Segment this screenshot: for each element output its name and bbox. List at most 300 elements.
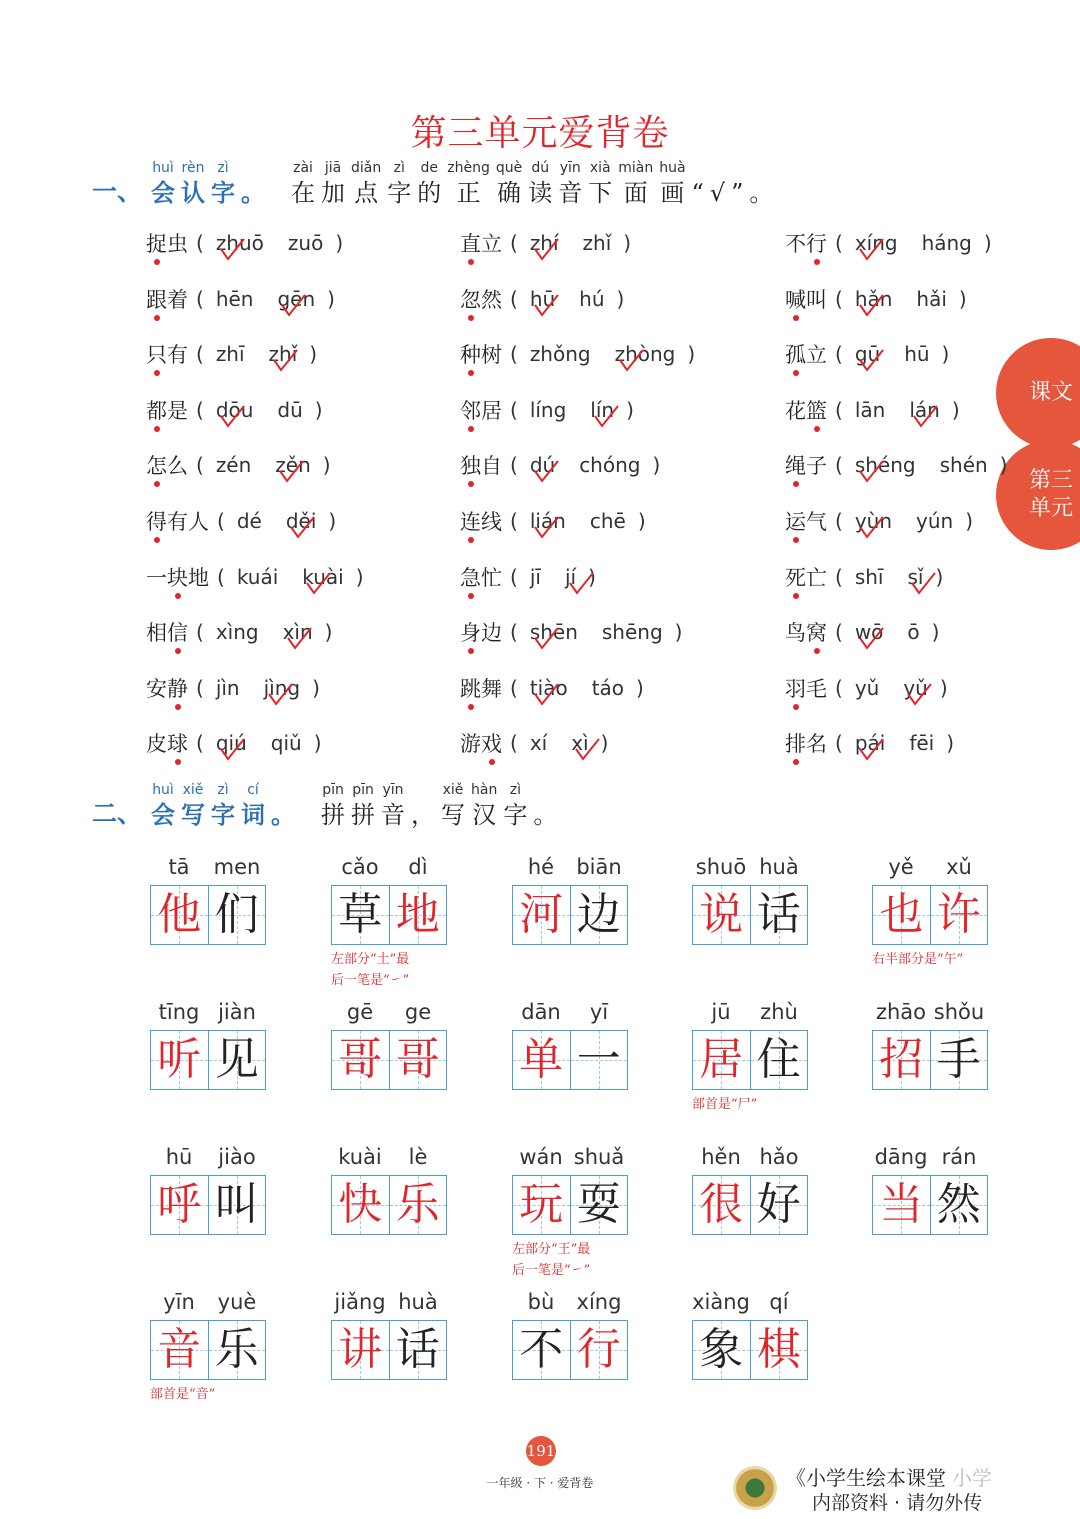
pinyin-option[interactable]: hū [530,287,555,311]
ruby-char [271,782,295,832]
reading-item [146,228,343,258]
ruby-char [447,160,490,210]
pinyin-option[interactable]: hǎn [855,287,893,311]
reading-word: 跳舞 [460,673,502,703]
hanzi: 叫 [214,1179,259,1230]
pinyin-option[interactable]: zhī [215,342,245,367]
publisher-logo [733,1466,777,1510]
grid-square[interactable] [693,1176,750,1234]
pinyin [251,160,255,176]
ruby-char [533,782,557,832]
reading-word: 连线 [460,506,502,536]
pinyin-syllable: zhù [760,1000,798,1024]
pinyin-option[interactable]: gū [855,342,880,366]
hanzi: 们 [214,889,259,940]
hanzi: 哥 [338,1034,383,1085]
reading-item [460,562,596,592]
hanzi: 字 [211,800,236,829]
writing-note: 左部分“王”最 后一笔是“㇀” [512,1242,591,1278]
hanzi: 字 [387,179,412,207]
pinyin-syllable: zhāo [875,1000,927,1024]
pinyin-syllable: yě [888,855,914,879]
emphasis-dot [793,481,799,487]
grid-square[interactable] [151,1321,208,1379]
pinyin-options: ( jī jí ) [510,565,596,589]
checkmark-icon [617,348,645,374]
word-cell [692,1000,808,1115]
reading-word: 种树 [460,339,502,369]
hanzi: 说 [699,889,744,940]
pinyin-option[interactable]: xìng [215,620,259,645]
hanzi: 象 [699,1324,744,1375]
grid-square[interactable] [513,1176,570,1234]
reading-word: 急忙 [460,562,502,592]
pinyin-option[interactable]: xìn [283,620,313,644]
writing-grid[interactable] [150,1175,266,1235]
ruby-char [659,160,685,210]
pinyin-syllable: jiǎng [334,1290,386,1314]
grid-square[interactable] [570,1176,628,1234]
grid-square[interactable] [873,1176,930,1234]
ruby-char [731,160,743,210]
ruby-char [151,782,175,832]
hanzi: 。 [749,179,774,207]
pinyin-options: ( zhí zhǐ ) [510,231,631,255]
reading-item [460,506,646,536]
pinyin-option[interactable]: xí [529,731,548,756]
checkmark-icon [532,237,560,263]
ruby-char [151,160,175,210]
grid-square[interactable] [513,886,570,944]
grid-square[interactable] [693,886,750,944]
emphasis-dot [175,648,181,654]
tab-lesson[interactable] [996,338,1080,448]
pinyin: pīn [352,782,374,798]
grid-square[interactable] [513,1031,570,1089]
grid-square[interactable] [513,1321,570,1379]
pinyin-option[interactable]: sǐ [907,565,923,589]
word-pinyin [331,1000,447,1030]
grid-square[interactable] [750,1176,808,1234]
ruby-char [291,160,315,210]
emphasis-dot [793,315,799,321]
grid-square[interactable] [389,1031,447,1089]
writing-grid[interactable] [150,1320,266,1380]
pinyin-syllable: hěn [701,1145,741,1169]
word-pinyin [150,1290,266,1320]
checkmark-icon [532,626,560,652]
pinyin-option[interactable]: dé [236,509,262,533]
pinyin-option[interactable]: zhí [530,231,559,255]
pinyin: pīn [322,782,344,798]
pinyin-option[interactable]: lín [590,398,614,422]
ruby-char [471,782,497,832]
pinyin-option[interactable]: shén [939,453,988,478]
reading-item [146,562,364,592]
grid-square[interactable] [873,886,930,944]
pinyin-syllable: jū [711,1000,731,1024]
grid-square[interactable] [693,1031,750,1089]
writing-grid[interactable] [872,1030,988,1090]
hanzi: 住 [756,1034,801,1085]
pinyin-options: ( yǔ yǔ ) [835,676,948,700]
pinyin: què [495,160,523,176]
grid-square[interactable] [332,1031,389,1089]
grid-square[interactable] [389,886,447,944]
pinyin: zì [509,782,521,798]
pinyin-options: ( zhī zhǐ ) [196,342,317,366]
word-pinyin [872,1000,988,1030]
reading-item [460,450,660,480]
emphasis-dot [175,759,181,765]
hanzi: 音 [381,801,406,829]
writing-grid[interactable] [872,885,988,945]
pinyin: xiě [182,782,204,798]
pinyin [281,782,285,798]
reading-word: 不行 [785,228,827,258]
pinyin-option[interactable]: jìn [215,675,240,700]
pinyin: huì [152,160,174,176]
reading-word: 皮球 [146,728,188,758]
word-cell [331,1000,447,1090]
pinyin-syllable: huà [398,1290,438,1314]
reading-word: 怎么 [146,450,188,480]
hanzi: 快 [338,1179,383,1230]
reading-word: 捉虫 [146,228,188,258]
pinyin-syllable: cǎo [341,855,379,879]
hanzi: 音 [558,179,583,207]
pinyin-syllable: jiàn [218,1000,256,1024]
pinyin-syllable: ge [404,1000,432,1024]
checkmark-icon [271,348,299,374]
checkmark-icon [857,293,885,319]
pinyin-option[interactable]: hǎi [916,286,947,311]
reading-word: 独自 [460,450,502,480]
pinyin-options: ( dōu dū ) [196,398,323,422]
reading-word: 忽然 [460,284,502,314]
grid-square[interactable] [332,1321,389,1379]
hanzi: 。 [533,801,558,829]
pinyin-option[interactable]: fēi [909,731,935,756]
pinyin-option[interactable]: zhǒng [529,342,591,367]
emphasis-dot [793,759,799,765]
pinyin-option[interactable]: tiào [530,676,568,700]
pinyin-syllable: dān [521,1000,561,1024]
pinyin: zì [393,160,405,176]
grid-square[interactable] [151,1176,208,1234]
pinyin-options: ( shī sǐ ) [835,565,943,589]
hanzi: 汉 [472,801,497,829]
hanzi: 。 [241,178,266,207]
pinyin-option[interactable]: háng [921,231,972,255]
grid-square[interactable] [570,886,628,944]
pinyin-option[interactable]: dú [530,453,555,477]
hanzi: 见 [214,1034,259,1085]
emphasis-dot [154,537,160,543]
word-pinyin [692,1000,808,1030]
ruby-char [181,160,205,210]
pinyin-syllable: yīn [163,1290,195,1314]
reading-word: 排名 [785,728,827,758]
hanzi: 面 [623,179,648,207]
page-title: 第三单元爱背卷 [410,113,670,154]
pinyin-option[interactable]: dōu [216,398,254,422]
emphasis-dot [154,259,160,265]
pinyin-options: ( xíng háng ) [835,231,992,255]
writing-grid[interactable] [331,885,447,945]
checkmark-icon [857,737,885,763]
word-cell [512,1145,628,1281]
writing-grid[interactable] [150,885,266,945]
hanzi: 话 [395,1324,440,1375]
pinyin-syllable: rán [941,1145,977,1169]
hanzi: √ [709,179,726,207]
grid-square[interactable] [873,1031,930,1089]
hanzi: 听 [157,1034,202,1085]
hanzi: 乐 [395,1179,440,1230]
hanzi: 一 [576,1034,621,1085]
pinyin-option[interactable]: lān [854,397,886,422]
reading-word: 孤立 [785,339,827,369]
hanzi: 行 [576,1324,621,1375]
grid-square[interactable] [570,1321,628,1379]
grid-square[interactable] [750,886,808,944]
pinyin-option[interactable]: yǔ [854,675,880,700]
reading-item [146,284,335,314]
pinyin-option[interactable]: yùn [855,509,892,533]
pinyin-option[interactable]: zhuō [216,231,264,255]
pinyin-option[interactable]: líng [529,397,567,422]
grid-square[interactable] [208,1321,266,1379]
pinyin [421,782,425,798]
writing-grid[interactable] [872,1175,988,1235]
word-cell [512,1290,628,1380]
pinyin-option[interactable]: chóng [579,453,641,478]
ruby-char [441,782,465,832]
pinyin-option[interactable]: ō [907,620,920,645]
pinyin-option[interactable]: yún [916,509,954,533]
writing-note: 左部分“土”最 后一笔是“㇀” [331,952,410,988]
pinyin-option[interactable]: qiǔ [270,731,302,756]
pinyin-option[interactable]: zhǐ [269,342,298,366]
writing-grid[interactable] [512,885,628,945]
hanzi: 写 [181,800,206,829]
writing-grid[interactable] [692,1030,808,1090]
checkmark-icon [218,737,246,763]
hanzi: 好 [756,1179,801,1230]
pinyin-syllable: shǒu [933,1000,985,1024]
pinyin-option[interactable]: zěn [275,453,310,477]
ruby-char [411,782,435,832]
checkmark-icon [532,515,560,541]
pinyin-option[interactable]: děi [286,509,317,533]
pinyin-option[interactable]: lián [530,509,566,533]
checkmark-icon [857,459,885,485]
word-pinyin [692,1145,808,1175]
ruby-char [710,160,725,210]
hanzi: 拼 [321,801,346,829]
pinyin-option[interactable]: shéng [855,453,916,477]
pinyin-option[interactable]: zuō [287,231,324,255]
checkmark-icon [532,459,560,485]
writing-grid[interactable] [692,1175,808,1235]
writing-grid[interactable] [331,1030,447,1090]
pinyin: de [420,160,438,176]
hanzi: 他 [157,889,202,940]
grid-square[interactable] [389,1176,447,1234]
word-pinyin [150,1000,266,1030]
word-pinyin [150,1145,266,1175]
pinyin-option[interactable]: yǔ [903,676,928,700]
emphasis-dot [814,259,820,265]
pinyin-option[interactable]: xì [571,731,588,755]
grid-square[interactable] [750,1031,808,1089]
emphasis-dot [468,593,474,599]
checkmark-icon [304,571,332,597]
pinyin-options: ( pái fēi ) [835,731,954,755]
reading-word: 直立 [460,228,502,258]
source-line-2: 内部资料 · 请勿外传 [812,1492,983,1514]
pinyin-option[interactable]: jī [529,564,541,589]
pinyin-option[interactable]: wō [855,620,884,644]
grid-square[interactable] [750,1321,808,1379]
grid-square[interactable] [570,1031,628,1089]
pinyin-option[interactable]: jìng [264,676,300,700]
checkmark-icon [288,515,316,541]
pinyin-option[interactable]: zén [215,453,252,478]
pinyin-syllable: dì [408,855,428,879]
pinyin-option[interactable]: shēng [601,620,663,645]
pinyin-option[interactable]: chē [589,509,626,533]
pinyin-syllable: huà [759,855,799,879]
checkmark-icon [905,682,933,708]
pinyin-option[interactable]: zhòng [615,342,676,366]
pinyin-option[interactable]: kuái [236,564,279,589]
pinyin-syllable: biān [576,855,622,879]
pinyin: rèn [181,160,205,176]
pinyin-syllable: xǔ [946,855,972,879]
pinyin-option[interactable]: gēn [277,287,315,311]
reading-item [460,228,631,258]
grid-square[interactable] [151,1031,208,1089]
writing-grid[interactable] [692,1320,808,1380]
section-number: 一、 [92,177,143,206]
grid-square[interactable] [208,886,266,944]
word-cell [512,1000,628,1090]
pinyin-option[interactable]: qiú [216,731,247,755]
hanzi: 点 [354,179,379,207]
grid-square[interactable] [930,1176,988,1234]
reading-word: 只有 [146,339,188,369]
pinyin-option[interactable]: hū [904,342,930,367]
emphasis-dot [154,370,160,376]
pinyin-option[interactable]: xíng [855,231,898,255]
checkmark-icon [532,293,560,319]
word-pinyin [872,1145,988,1175]
reading-item [785,450,1007,480]
pinyin: xià [589,160,611,176]
pinyin-options: ( shéng shén ) [835,453,1007,477]
pinyin-option[interactable]: pái [855,731,886,755]
pinyin-syllable: hǎo [759,1145,799,1169]
pinyin-syllable: hū [165,1145,193,1169]
grid-square[interactable] [208,1031,266,1089]
writing-grid[interactable] [331,1320,447,1380]
pinyin-option[interactable]: lán [909,398,940,422]
reading-word: 游戏 [460,728,502,758]
ruby-char [503,782,527,832]
reading-item [146,506,336,536]
hanzi: 会 [151,800,176,829]
writing-grid[interactable] [512,1030,628,1090]
pinyin-option[interactable]: hú [579,286,605,311]
grid-square[interactable] [332,1176,389,1234]
pinyin-options: ( zén zěn ) [196,453,331,477]
pinyin-options: ( qiú qiǔ ) [196,731,322,755]
pinyin-option[interactable]: dū [277,397,303,422]
pinyin-syllable: jiào [218,1145,256,1169]
emphasis-dot [793,537,799,543]
pinyin-option[interactable]: shī [854,564,884,589]
word-cell [692,1145,808,1235]
pinyin: yīn [559,160,581,176]
writing-grid[interactable] [512,1320,628,1380]
hanzi: 乐 [214,1324,259,1375]
hanzi: 河 [519,889,564,940]
hanzi: 地 [395,889,440,940]
pinyin [735,160,739,176]
pinyin: miàn [618,160,654,176]
grid-square[interactable] [151,886,208,944]
writing-note: 部首是“尸” [692,1097,758,1112]
pinyin-option[interactable]: zhǐ [582,231,612,255]
pinyin-syllable: tīng [158,1000,200,1024]
writing-grid[interactable] [150,1030,266,1090]
reading-item [146,395,323,425]
hanzi: 许 [936,889,981,940]
pinyin: cí [247,782,259,798]
reading-item [460,339,695,369]
section1-heading [92,160,776,210]
pinyin-option[interactable]: kuài [302,565,343,589]
tab-unit-three[interactable] [996,440,1080,550]
word-cell [872,855,988,970]
grid-square[interactable] [930,886,988,944]
tab-lesson-label: 课文 [1028,380,1073,405]
word-cell [150,1145,266,1235]
writing-grid[interactable] [692,885,808,945]
emphasis-dot [814,648,820,654]
grid-square[interactable] [332,886,389,944]
hanzi: 。 [271,800,296,829]
grid-square[interactable] [389,1321,447,1379]
reading-item [785,228,992,258]
hanzi: 在 [291,179,316,207]
grid-square[interactable] [208,1176,266,1234]
pinyin-option[interactable]: hēn [215,286,254,311]
pinyin-option[interactable]: shēn [530,620,578,644]
reading-word: 得有人 [146,506,209,536]
writing-note: 部首是“音” [150,1387,216,1402]
grid-square[interactable] [693,1321,750,1379]
pinyin-option[interactable]: táo [591,675,625,700]
writing-grid[interactable] [512,1175,628,1235]
ruby-char [692,160,704,210]
grid-square[interactable] [930,1031,988,1089]
reading-item [785,339,949,369]
pinyin-option[interactable]: jí [565,565,576,589]
writing-grid[interactable] [331,1175,447,1235]
